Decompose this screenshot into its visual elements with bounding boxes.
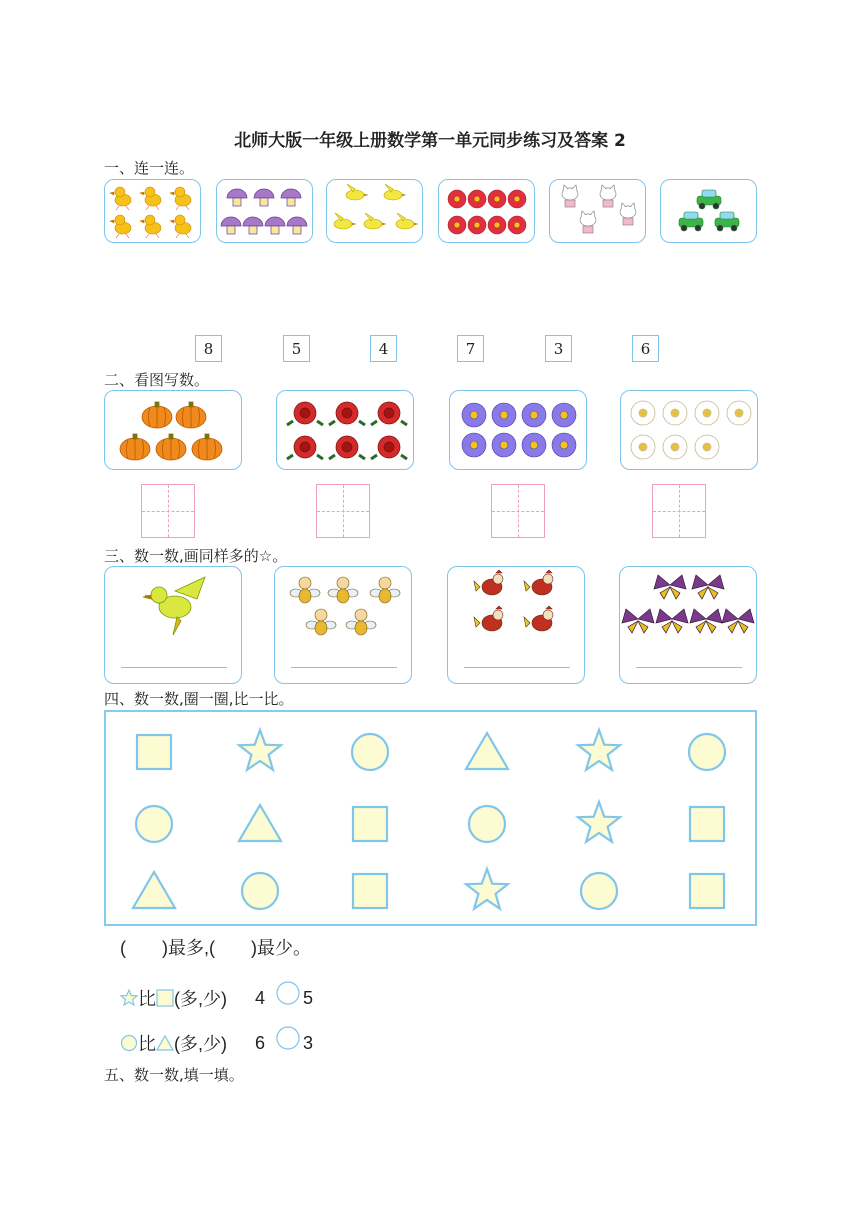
shapes-panel (104, 710, 757, 926)
number-box-1[interactable]: 8 (195, 335, 222, 362)
mushrooms-picture (217, 180, 313, 243)
square-shape[interactable] (353, 874, 387, 908)
card-bird (104, 566, 242, 684)
card-roosters (447, 566, 585, 684)
compare-word: 比 (138, 989, 156, 1009)
square-shape[interactable] (353, 807, 387, 841)
number-box-4[interactable]: 7 (457, 335, 484, 362)
compare-left-number: 4 (255, 987, 266, 1008)
triangle-shape[interactable] (239, 805, 281, 841)
compare-word: 比 (138, 1034, 156, 1054)
card-purple-flowers (449, 390, 587, 470)
kittens-picture (550, 180, 646, 243)
circle-shape[interactable] (581, 873, 617, 909)
white-flowers-picture (621, 391, 758, 470)
butterflies-picture (620, 567, 757, 647)
answer-grid-2[interactable] (316, 484, 370, 538)
star-shape[interactable] (578, 802, 620, 842)
compare-left-number: 6 (255, 1032, 266, 1053)
number-box-2[interactable]: 5 (283, 335, 310, 362)
bird-picture (105, 567, 242, 647)
comparison-circle[interactable] (275, 980, 301, 1006)
number-box-6[interactable]: 6 (632, 335, 659, 362)
circle-shape[interactable] (469, 806, 505, 842)
section-3-heading: 三、数一数,画同样多的☆。 (104, 547, 288, 565)
birds-picture (327, 180, 423, 243)
section-1-heading: 一、连一连。 (104, 159, 195, 177)
page-title: 北师大版一年级上册数学第一单元同步练习及答案 2 (234, 131, 626, 151)
roses-picture (277, 391, 414, 470)
answer-grid-4[interactable] (652, 484, 706, 538)
card-birds (326, 179, 423, 243)
answer-line-1[interactable] (121, 667, 227, 668)
circle-shape[interactable] (136, 806, 172, 842)
answer-grid-3[interactable] (491, 484, 545, 538)
section-2-heading: 二、看图写数。 (104, 371, 210, 389)
answer-line-3[interactable] (464, 667, 570, 668)
card-mushrooms (216, 179, 313, 243)
circle-icon (120, 1034, 138, 1052)
answer-line-2[interactable] (291, 667, 397, 668)
compare-row-1 (120, 980, 313, 1016)
ducks-picture (105, 180, 201, 243)
star-icon (120, 989, 138, 1007)
pumpkins-picture (105, 391, 242, 470)
card-ducks (104, 179, 201, 243)
more-less-choice: (多,少) (174, 1034, 227, 1054)
star-shape[interactable] (578, 730, 620, 770)
card-pumpkins (104, 390, 242, 470)
compare-right-number: 5 (303, 987, 314, 1008)
card-bees (274, 566, 412, 684)
roosters-picture (448, 567, 585, 647)
square-shape[interactable] (137, 735, 171, 769)
card-white-flowers (620, 390, 758, 470)
triangle-shape[interactable] (466, 733, 508, 769)
card-roses (276, 390, 414, 470)
star-shape[interactable] (466, 869, 508, 909)
star-shape[interactable] (239, 730, 281, 770)
card-red-flowers (438, 179, 535, 243)
number-box-5[interactable]: 3 (545, 335, 572, 362)
compare-right-number: 3 (303, 1032, 314, 1053)
card-butterflies (619, 566, 757, 684)
shape-grid (106, 712, 755, 924)
square-shape[interactable] (690, 874, 724, 908)
square-icon (156, 989, 174, 1007)
square-shape[interactable] (690, 807, 724, 841)
comparison-circle[interactable] (275, 1025, 301, 1051)
circle-shape[interactable] (242, 873, 278, 909)
more-less-choice: (多,少) (174, 989, 227, 1009)
card-cars (660, 179, 757, 243)
section-4-heading: 四、数一数,圈一圈,比一比。 (104, 690, 294, 708)
cars-picture (661, 180, 757, 243)
purple-flowers-picture (450, 391, 587, 470)
triangle-icon (156, 1034, 174, 1052)
answer-line-4[interactable] (636, 667, 742, 668)
card-kittens (549, 179, 646, 243)
number-box-3[interactable]: 4 (370, 335, 397, 362)
bees-picture (275, 567, 412, 647)
circle-shape[interactable] (689, 734, 725, 770)
section-5-heading: 五、数一数,填一填。 (104, 1066, 244, 1084)
answer-grid-1[interactable] (141, 484, 195, 538)
most-least-question: ( )最多,( )最少。 (120, 938, 311, 958)
red-flowers-picture (439, 180, 535, 243)
compare-row-2 (120, 1025, 313, 1061)
triangle-shape[interactable] (133, 872, 175, 908)
circle-shape[interactable] (352, 734, 388, 770)
